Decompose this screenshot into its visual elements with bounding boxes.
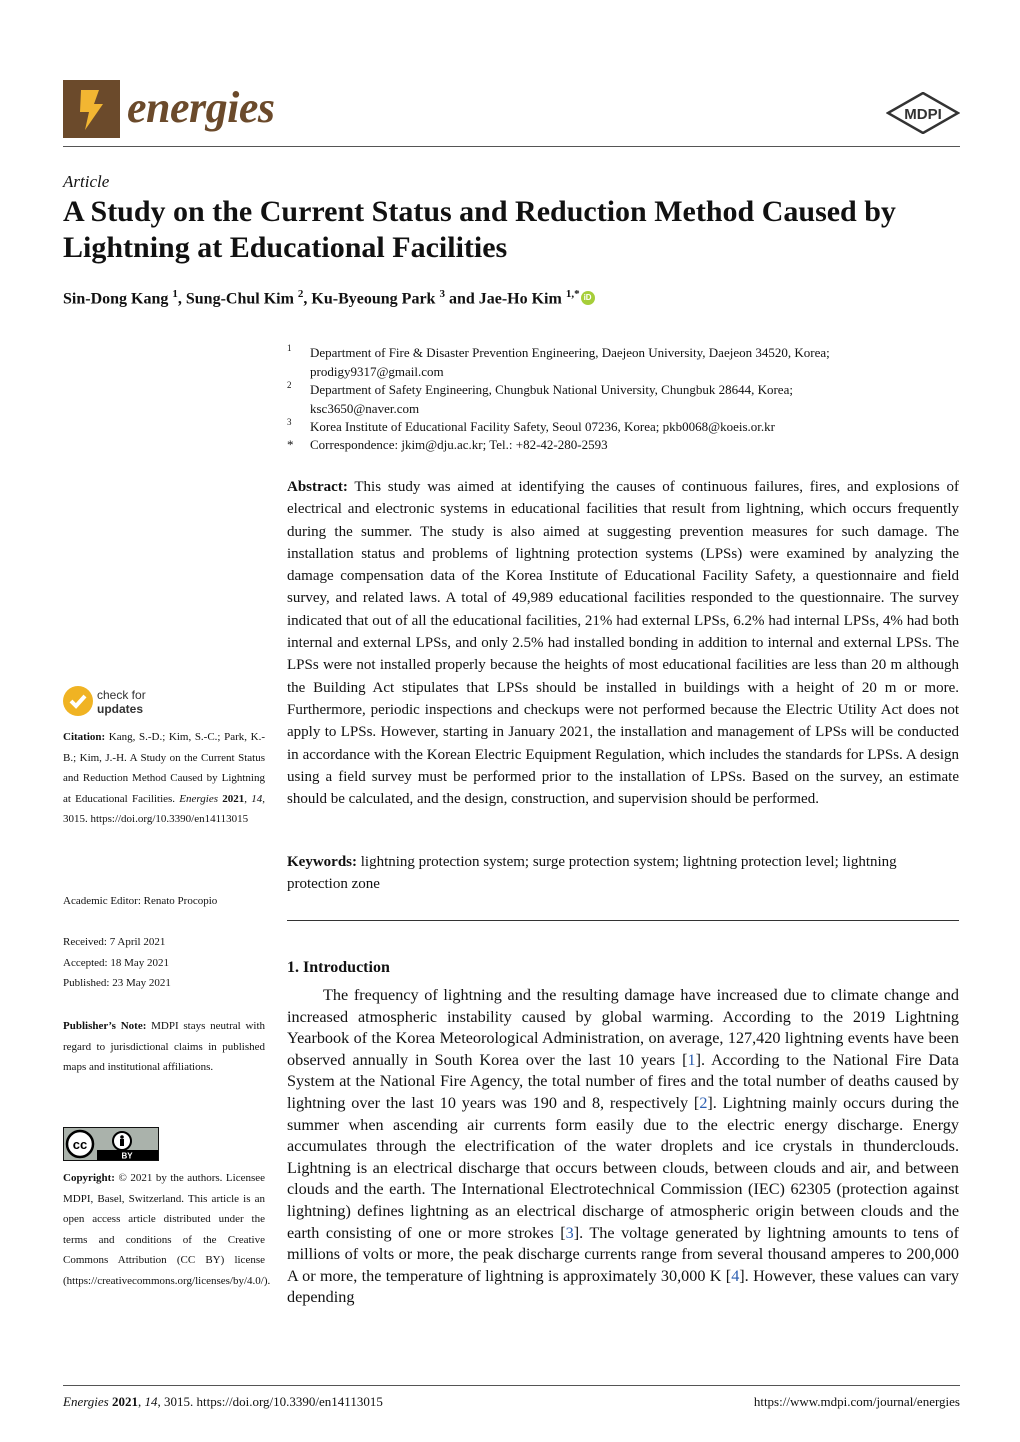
check-updates-icon xyxy=(63,686,93,716)
footer-volume: 14 xyxy=(144,1394,158,1409)
orcid-icon[interactable]: iD xyxy=(581,291,595,305)
svg-text:BY: BY xyxy=(121,1151,133,1160)
affiliation-email[interactable]: prodigy9317@gmail.com xyxy=(310,363,444,379)
publisher-note-label: Publisher’s Note: xyxy=(63,1020,147,1032)
affiliation-email[interactable]: ksc3650@naver.com xyxy=(310,400,420,416)
copyright-notice xyxy=(63,1168,271,1291)
body-text: ]. However, these values can vary depending xyxy=(287,1266,959,1307)
author-affiliation-ref: 3 xyxy=(439,288,445,300)
footer-journal: Energies xyxy=(63,1394,109,1409)
footer-journal-url[interactable]: https://www.mdpi.com/journal/energies xyxy=(753,1394,960,1409)
keywords-text: lightning protection system; surge protection system; lightning protection level; lightning protection zone xyxy=(287,854,897,893)
check-updates-label: check for xyxy=(97,688,146,702)
correspondence-text: Correspondence: jkim@dju.ac.kr; Tel.: +82-42-280-2593 xyxy=(310,437,608,452)
published-date: Published: 23 May 2021 xyxy=(63,977,171,989)
affiliation-number: 1 xyxy=(287,343,292,353)
author-name[interactable]: Ku-Byeoung Park xyxy=(311,290,436,308)
body-text: The frequency of lightning and the resulting damage have increased due to climate change and increased atmospheric instability caused by global warming. According to the 2019 Lightning Yearbook of the Korea Meteorological Administration, on average, 127,420 lightning events have been observed annually in South Korea over the last 10 years [ xyxy=(287,986,959,1069)
body-text: ]. The voltage generated by lightning amounts to tens of millions of volts or more, the peak discharge currents range from several thousand amperes to 200,000 A or more, the temperature of lightning is approximately 30,000 K [ xyxy=(287,1223,959,1285)
publication-dates xyxy=(63,932,265,994)
check-for-updates-button[interactable] xyxy=(63,686,173,720)
citation-doi[interactable]: , 3015. https://doi.org/10.3390/en14113015 xyxy=(63,792,265,825)
affiliation-number: * xyxy=(287,437,294,452)
section-divider xyxy=(287,920,959,921)
reference-link[interactable]: 2 xyxy=(699,1093,708,1112)
keywords xyxy=(287,851,959,896)
citation-label: Citation: xyxy=(63,731,106,743)
citation-year: 2021 xyxy=(222,792,245,805)
article-type: Article xyxy=(63,172,110,191)
citation-journal: Energies xyxy=(179,792,218,805)
body-text: ]. According to the National Fire Data System at the National Fire Agency, the total number of fires and the total number of deaths caused by lightning over the last 10 years was 190 and 8, respectively [ xyxy=(287,1050,959,1112)
introduction-text xyxy=(287,985,959,1309)
journal-logo xyxy=(63,80,120,138)
body-text: ]. Lightning mainly occurs during the summer when ascending air currents form easily due to the electric energy discharge. Energy accumulates through the electrification of the water droplets and ice crystals in thunderclouds. Lightning is an electrical discharge that occurs between clouds, between clouds and air, and between clouds and the earth. The International Electrotechnical Commission (IEC) 62305 (protection against lightning) defines lightning as an electrical discharge of atmospheric origin between clouds and the earth consisting of one or more strokes [ xyxy=(287,1093,959,1242)
author-affiliation-ref: 1,* xyxy=(565,288,580,300)
author-name[interactable]: Sin-Dong Kang xyxy=(63,290,169,308)
abstract-text: This study was aimed at identifying the causes of continuous failures, fires, and explosions of electrical and electronic systems in educational facilities that result from lightning, which occurs frequently during the summer. The study is also aimed at suggesting prevention measures for such damage. The installation status and problems of lightning protection systems (LPSs) were examined by analyzing the damage compensation data of the Korea Institute of Educational Facility Safety, a questionnaire and field survey, and related laws. A total of 49,989 educational facilities responded to the questionnaire. The survey indicated that out of all the educational facilities, 21% had external LPSs, 6.2% had internal LPSs, 4% had both internal and external LPSs, and only 2.5% had installed bonding in addition to internal and external LPSs. The LPSs were not installed properly because the heights of most educational facilities are less than 20 m although the Building Act stipulates that LPSs should be installed in buildings with a height of 20 m or more. Furthermore, periodic inspections and checkups were not performed because the Electric Utility Act does not apply to LPSs. However, starting in January 2021, the installation and management of LPSs will be conducted in accordance with the Korean Electric Equipment Regulation, which includes the standards for LPSs. A design using a field survey must be performed prior to the installation of LPSs. Based on the survey, an estimate should be calculated, and the design, construction, and supervision should be performed. xyxy=(287,479,959,808)
publisher-note xyxy=(63,1016,265,1078)
citation: Citation: Kang, S.-D.; Kim, S.-C.; Park, K.-B.; Kim, J.-H. A Study on the Current Status and Reduction Method Caused by Lightning at Educational Facilities. Energies 2021, 14, 3015. https://doi.org/10.3390/en14113015 xyxy=(63,731,266,825)
author-name[interactable]: Sung-Chul Kim xyxy=(185,290,294,308)
copyright-text: © 2021 by the authors. Licensee MDPI, Basel, Switzerland. This article is an open access article distributed under the terms and conditions of the Creative Commons Attribution (CC BY) license (https://creativecommons.org/licenses/by/4.0/). xyxy=(63,1172,271,1287)
affiliation-text: Department of Fire & Disaster Prevention Engineering, Daejeon University, Daejeon 34520, Korea; xyxy=(310,345,830,360)
cc-by-license-badge[interactable] xyxy=(63,1127,159,1161)
journal-name: energies xyxy=(127,83,275,132)
creative-commons-icon xyxy=(64,1128,158,1160)
footer-citation: Energies 2021, 14, 3015. https://doi.org/10.3390/en14113015 xyxy=(63,1394,383,1409)
received-date: Received: 7 April 2021 xyxy=(63,936,166,948)
lightning-bolt-icon xyxy=(63,80,120,138)
author-separator: and xyxy=(444,290,479,308)
svg-text:cc: cc xyxy=(72,1137,88,1152)
affiliation-text: Korea Institute of Educational Facility Safety, Seoul 07236, Korea; pkb0068@koeis.or.kr xyxy=(310,419,775,434)
section-heading: 1. Introduction xyxy=(287,959,390,976)
citation-text: Kang, S.-D.; Kim, S.-C.; Park, K.-B.; Kim, J.-H. A Study on the Current Status and Reduction Method Caused by Lightning at Educational Facilities. xyxy=(63,731,266,805)
affiliation-text: Department of Safety Engineering, Chungbuk National University, Chungbuk 28644, Korea; xyxy=(310,382,793,397)
author-separator: , xyxy=(303,290,312,308)
check-updates-label: updates xyxy=(97,702,144,716)
keywords-label: Keywords: xyxy=(287,854,357,870)
abstract-label: Abstract: xyxy=(287,479,348,495)
reference-link[interactable]: 3 xyxy=(565,1223,574,1242)
mdpi-logo xyxy=(886,92,960,134)
abstract xyxy=(287,476,959,810)
affiliation-number: 2 xyxy=(287,380,292,390)
footer-doi[interactable]: , 3015. https://doi.org/10.3390/en14113015 xyxy=(157,1394,383,1409)
footer-divider xyxy=(63,1385,960,1386)
article-title: A Study on the Current Status and Reduction Method Caused by Lightning at Educational Facilities xyxy=(63,195,896,264)
reference-link[interactable]: 4 xyxy=(731,1266,740,1285)
accepted-date: Accepted: 18 May 2021 xyxy=(63,956,169,969)
author-separator: , xyxy=(177,290,186,308)
copyright-label: Copyright: xyxy=(63,1172,115,1184)
footer-year: 2021 xyxy=(111,1394,138,1409)
affiliation-number: 3 xyxy=(287,417,292,427)
author-affiliation-ref: 2 xyxy=(297,288,304,300)
header-divider xyxy=(63,146,960,147)
author-name[interactable]: Jae-Ho Kim xyxy=(478,290,562,308)
author-affiliation-ref: 1 xyxy=(172,288,178,300)
reference-link[interactable]: 1 xyxy=(687,1050,696,1069)
academic-editor: Academic Editor: Renato Procopio xyxy=(63,895,218,907)
publisher-note-text: MDPI stays neutral with regard to jurisdictional claims in published maps and institutional affiliations. xyxy=(63,1020,266,1073)
svg-text:MDPI: MDPI xyxy=(904,106,942,123)
author-list xyxy=(63,288,595,308)
citation-volume: 14 xyxy=(251,792,263,805)
